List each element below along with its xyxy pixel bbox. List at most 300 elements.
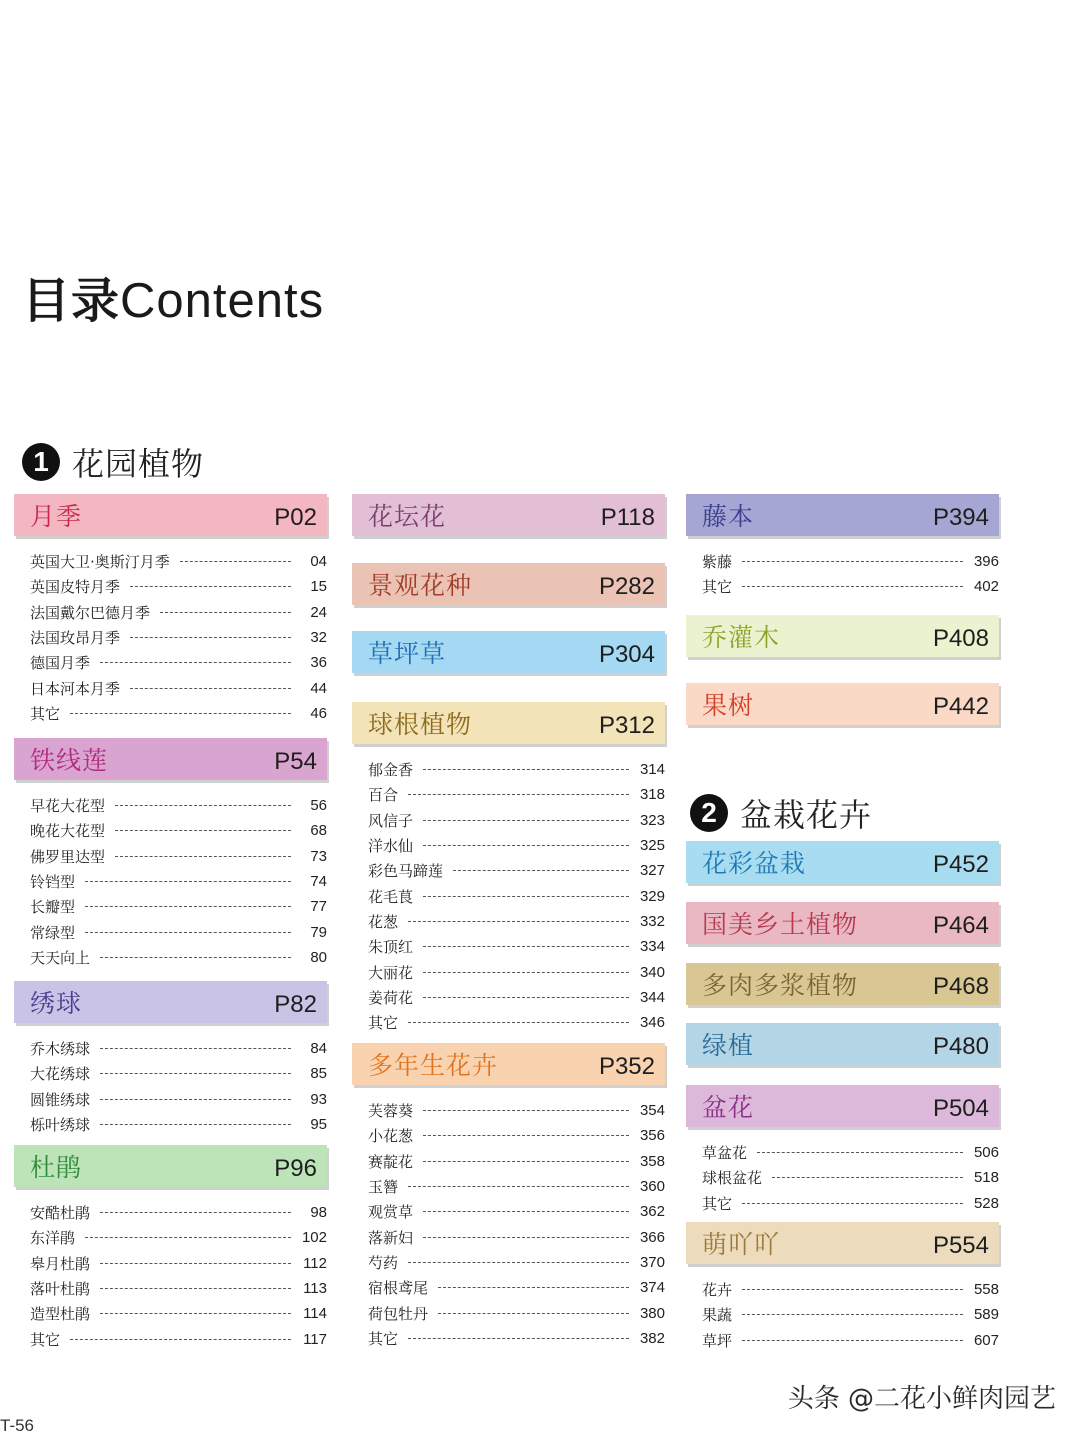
toc-entry[interactable]	[14, 1251, 327, 1276]
toc-entry-label: 佛罗里达型	[30, 847, 106, 866]
toc-entry-label: 彩色马蹄莲	[368, 862, 444, 881]
dotted-leader	[85, 932, 291, 933]
dotted-leader	[742, 1203, 963, 1204]
toc-category	[686, 963, 999, 1005]
dotted-leader	[423, 1110, 629, 1111]
toc-entry[interactable]	[14, 818, 327, 843]
toc-entry-label: 其它	[702, 578, 733, 597]
section-heading-garden-plants	[22, 439, 204, 485]
dotted-leader	[115, 805, 291, 806]
toc-entry-page: 15	[310, 578, 327, 596]
toc-entry-page: 518	[973, 1169, 999, 1187]
dotted-leader	[408, 1022, 629, 1023]
toc-entry-page: 68	[310, 822, 327, 840]
toc-item-list	[352, 757, 665, 1035]
toc-entry-label: 球根盆花	[702, 1169, 763, 1188]
category-page: P304	[598, 641, 655, 668]
toc-category	[686, 902, 999, 944]
dotted-leader	[423, 769, 629, 770]
category-page: P82	[274, 991, 317, 1018]
toc-entry-label: 芙蓉葵	[368, 1102, 414, 1121]
toc-entry[interactable]	[14, 793, 327, 818]
toc-entry[interactable]	[14, 844, 327, 869]
toc-entry[interactable]	[14, 1276, 327, 1301]
dotted-leader	[742, 586, 963, 587]
toc-entry-page: 356	[639, 1127, 665, 1145]
category-page: P468	[932, 973, 989, 1000]
toc-category	[352, 563, 665, 605]
toc-entry-label: 赛靛花	[368, 1152, 414, 1171]
dotted-leader	[423, 1161, 629, 1162]
category-page: P442	[932, 693, 989, 720]
toc-category	[352, 494, 665, 536]
category-name: 盆花	[702, 1093, 755, 1122]
category-band[interactable]	[352, 702, 665, 744]
category-name: 景观花种	[368, 571, 473, 600]
dotted-leader	[438, 1313, 629, 1314]
toc-entry-label: 英国大卫·奥斯汀月季	[30, 553, 170, 572]
toc-category	[352, 702, 665, 1035]
toc-entry[interactable]	[352, 1174, 665, 1199]
toc-category	[686, 841, 999, 883]
toc-entry-label: 其它	[30, 704, 61, 723]
toc-entry-page: 354	[639, 1102, 665, 1120]
toc-entry-label: 乔木绣球	[30, 1040, 91, 1059]
dotted-leader	[423, 845, 629, 846]
toc-category	[686, 615, 999, 657]
dotted-leader	[423, 820, 629, 821]
toc-entry-page: 74	[310, 873, 327, 891]
toc-entry-label: 宿根鸢尾	[368, 1279, 429, 1298]
toc-entry-label: 其它	[30, 1330, 61, 1349]
dotted-leader	[742, 1340, 963, 1341]
toc-entry[interactable]	[352, 1300, 665, 1325]
section-number-badge: 1	[22, 443, 60, 481]
toc-item-list	[14, 549, 327, 726]
toc-entry-label: 其它	[368, 1329, 399, 1348]
dotted-leader	[772, 1177, 963, 1178]
category-page: P408	[932, 625, 989, 652]
toc-entry-page: 589	[973, 1306, 999, 1324]
section-label: 花园植物	[72, 445, 205, 483]
category-page: P96	[274, 1155, 317, 1182]
dotted-leader	[757, 1152, 963, 1153]
dotted-leader	[742, 561, 963, 562]
toc-entry-label: 德国月季	[30, 654, 91, 673]
toc-entry[interactable]	[352, 934, 665, 959]
toc-entry[interactable]	[14, 574, 327, 599]
dotted-leader	[408, 794, 629, 795]
toc-entry-label: 安酷杜鹃	[30, 1204, 91, 1223]
dotted-leader	[742, 1289, 963, 1290]
category-band[interactable]	[352, 494, 665, 536]
category-name: 花彩盆栽	[702, 849, 807, 878]
toc-entry-label: 法国戴尔巴德月季	[30, 603, 151, 622]
toc-entry[interactable]	[352, 1123, 665, 1148]
toc-entry[interactable]	[14, 701, 327, 726]
toc-entry-label: 早花大花型	[30, 797, 106, 816]
toc-entry-page: 334	[639, 938, 665, 956]
toc-entry-page: 327	[639, 862, 665, 880]
toc-entry[interactable]	[14, 675, 327, 700]
toc-entry[interactable]	[352, 1010, 665, 1035]
toc-entry-label: 圆锥绣球	[30, 1090, 91, 1109]
toc-entry[interactable]	[14, 600, 327, 625]
dotted-leader	[100, 1048, 291, 1049]
dotted-leader	[130, 637, 291, 638]
toc-entry-label: 大丽花	[368, 963, 414, 982]
title-en: Contents	[120, 274, 325, 328]
toc-entry-label: 天天向上	[30, 948, 91, 967]
toc-item-list	[686, 1277, 999, 1353]
category-name: 草坪草	[368, 639, 447, 668]
toc-entry[interactable]	[14, 549, 327, 574]
toc-entry[interactable]	[14, 869, 327, 894]
dotted-leader	[408, 921, 629, 922]
toc-category	[686, 1023, 999, 1065]
toc-item-list	[352, 1098, 665, 1351]
category-name: 乔灌木	[702, 623, 781, 652]
toc-entry[interactable]	[686, 549, 999, 574]
toc-entry-label: 长瓣型	[30, 898, 76, 917]
toc-entry-page: 24	[310, 603, 327, 621]
toc-entry-label: 其它	[368, 1014, 399, 1033]
toc-entry-label: 铃铛型	[30, 873, 76, 892]
toc-entry-page: 323	[639, 811, 665, 829]
toc-entry-page: 318	[639, 786, 665, 804]
category-name: 多年生花卉	[368, 1051, 499, 1080]
category-band[interactable]	[352, 1043, 665, 1085]
dotted-leader	[130, 688, 291, 689]
toc-entry[interactable]	[686, 1328, 999, 1353]
watermark: 头条 @二花小鲜肉园艺	[787, 1384, 1056, 1414]
category-page: P464	[932, 912, 989, 939]
toc-entry[interactable]	[686, 574, 999, 599]
dotted-leader	[742, 1314, 963, 1315]
toc-entry[interactable]	[14, 919, 327, 944]
category-band[interactable]	[686, 494, 999, 536]
dotted-leader	[100, 1212, 291, 1213]
toc-entry-page: 374	[639, 1279, 665, 1297]
toc-entry[interactable]	[14, 1326, 327, 1351]
toc-entry-label: 日本河本月季	[30, 679, 121, 698]
category-name: 花坛花	[368, 502, 447, 531]
toc-entry-label: 草坪	[702, 1331, 733, 1350]
toc-entry-page: 314	[639, 761, 665, 779]
toc-entry-page: 117	[303, 1330, 327, 1348]
toc-entry[interactable]	[14, 945, 327, 970]
category-band[interactable]	[686, 841, 999, 883]
toc-item-list	[14, 1036, 327, 1137]
toc-entry-label: 英国皮特月季	[30, 578, 121, 597]
toc-entry[interactable]	[352, 808, 665, 833]
toc-entry-label: 花葱	[368, 912, 399, 931]
dotted-leader	[70, 713, 291, 714]
toc-category	[14, 981, 327, 1137]
toc-entry-page: 370	[639, 1253, 665, 1271]
toc-entry[interactable]	[352, 1224, 665, 1249]
toc-entry-page: 95	[310, 1116, 327, 1134]
toc-entry-label: 洋水仙	[368, 837, 414, 856]
toc-entry-label: 其它	[702, 1194, 733, 1213]
toc-entry-page: 558	[973, 1281, 999, 1299]
toc-entry-page: 506	[973, 1144, 999, 1162]
toc-entry[interactable]	[352, 959, 665, 984]
dotted-leader	[85, 906, 291, 907]
toc-category	[686, 1085, 999, 1216]
toc-entry[interactable]	[14, 894, 327, 919]
page-number-footer: T-56	[0, 1416, 35, 1435]
dotted-leader	[100, 1263, 291, 1264]
toc-entry-page: 79	[310, 923, 327, 941]
toc-entry[interactable]	[14, 1036, 327, 1061]
dotted-leader	[423, 1211, 629, 1212]
toc-entry-page: 396	[973, 553, 999, 571]
toc-entry[interactable]	[14, 625, 327, 650]
section-heading-potted-flowers	[690, 790, 872, 836]
toc-entry-page: 325	[639, 837, 665, 855]
category-band[interactable]	[14, 1145, 327, 1187]
category-page: P312	[598, 712, 655, 739]
category-name: 铁线莲	[30, 746, 109, 775]
section-label: 盆栽花卉	[740, 796, 873, 834]
toc-entry-label: 皋月杜鹃	[30, 1254, 91, 1273]
category-band[interactable]	[352, 563, 665, 605]
category-name: 绣球	[30, 989, 83, 1018]
section-number-badge: 2	[690, 794, 728, 832]
category-page: P452	[932, 851, 989, 878]
toc-entry-label: 观赏草	[368, 1203, 414, 1222]
dotted-leader	[453, 870, 629, 871]
toc-entry-page: 77	[310, 898, 327, 916]
category-page: P394	[932, 504, 989, 531]
dotted-leader	[100, 1073, 291, 1074]
toc-entry-label: 草盆花	[702, 1144, 748, 1163]
toc-entry[interactable]	[352, 782, 665, 807]
toc-entry[interactable]	[352, 833, 665, 858]
toc-entry-page: 46	[310, 704, 327, 722]
toc-entry-label: 果蔬	[702, 1306, 733, 1325]
toc-entry-page: 84	[310, 1040, 327, 1058]
dotted-leader	[423, 972, 629, 973]
toc-item-list	[14, 793, 327, 970]
toc-entry-page: 85	[310, 1065, 327, 1083]
toc-entry-label: 荷包牡丹	[368, 1304, 429, 1323]
category-band[interactable]	[686, 902, 999, 944]
category-name: 国美乡土植物	[702, 910, 859, 939]
category-page: P02	[274, 504, 317, 531]
category-band[interactable]	[686, 1023, 999, 1065]
dotted-leader	[160, 612, 291, 613]
toc-entry-label: 朱顶红	[368, 938, 414, 957]
title-cn: 目录	[22, 273, 121, 329]
category-page: P504	[932, 1095, 989, 1122]
toc-entry-page: 332	[639, 912, 665, 930]
toc-entry-page: 04	[310, 553, 327, 571]
toc-entry-page: 329	[639, 887, 665, 905]
toc-entry-label: 常绿型	[30, 923, 76, 942]
toc-entry-label: 风信子	[368, 811, 414, 830]
category-name: 藤本	[702, 502, 755, 531]
page-title	[22, 262, 324, 331]
toc-entry-label: 小花葱	[368, 1127, 414, 1146]
toc-entry[interactable]	[14, 1301, 327, 1326]
toc-entry[interactable]	[352, 757, 665, 782]
toc-entry-label: 花卉	[702, 1281, 733, 1300]
toc-entry-page: 366	[639, 1228, 665, 1246]
toc-entry-page: 112	[303, 1254, 327, 1272]
toc-entry-page: 362	[639, 1203, 665, 1221]
category-name: 球根植物	[368, 710, 473, 739]
category-name: 月季	[30, 502, 83, 531]
toc-entry[interactable]	[686, 1165, 999, 1190]
toc-entry[interactable]	[686, 1140, 999, 1165]
category-band[interactable]	[686, 1085, 999, 1127]
category-name: 果树	[702, 691, 755, 720]
dotted-leader	[115, 856, 291, 857]
toc-entry-page: 98	[310, 1204, 327, 1222]
toc-entry[interactable]	[352, 1149, 665, 1174]
toc-entry-page: 344	[639, 988, 665, 1006]
toc-entry[interactable]	[14, 1061, 327, 1086]
dotted-leader	[130, 586, 291, 587]
dotted-leader	[408, 1186, 629, 1187]
toc-entry-page: 607	[973, 1331, 999, 1349]
category-page: P554	[932, 1232, 989, 1259]
toc-category	[14, 1145, 327, 1352]
category-page: P118	[600, 504, 655, 531]
toc-entry[interactable]	[352, 909, 665, 934]
dotted-leader	[408, 1262, 629, 1263]
toc-entry-label: 东洋鹃	[30, 1229, 76, 1248]
category-band[interactable]	[686, 615, 999, 657]
toc-entry-page: 102	[301, 1229, 327, 1247]
toc-category	[686, 683, 999, 725]
category-page: P54	[274, 748, 317, 775]
toc-entry-page: 402	[973, 578, 999, 596]
toc-entry[interactable]	[14, 650, 327, 675]
category-band[interactable]	[14, 494, 327, 536]
toc-entry[interactable]	[352, 1098, 665, 1123]
category-page: P480	[932, 1033, 989, 1060]
toc-entry-label: 晚花大花型	[30, 822, 106, 841]
toc-entry-page: 56	[310, 797, 327, 815]
category-band[interactable]	[14, 981, 327, 1023]
dotted-leader	[180, 561, 291, 562]
toc-entry[interactable]	[14, 1087, 327, 1112]
toc-entry-label: 花毛茛	[368, 887, 414, 906]
toc-entry-label: 郁金香	[368, 761, 414, 780]
toc-entry[interactable]	[352, 1326, 665, 1351]
toc-entry-page: 358	[639, 1152, 665, 1170]
toc-entry[interactable]	[352, 858, 665, 883]
dotted-leader	[100, 1099, 291, 1100]
toc-entry[interactable]	[352, 883, 665, 908]
toc-category	[14, 738, 327, 970]
toc-entry[interactable]	[686, 1191, 999, 1216]
toc-entry[interactable]	[352, 1199, 665, 1224]
category-band[interactable]	[686, 683, 999, 725]
category-band[interactable]	[686, 1222, 999, 1264]
toc-entry-page: 93	[310, 1090, 327, 1108]
dotted-leader	[423, 997, 629, 998]
category-name: 多肉多浆植物	[702, 971, 859, 1000]
toc-category	[352, 1043, 665, 1351]
toc-entry-page: 44	[310, 679, 327, 697]
toc-entry-page: 32	[310, 629, 327, 647]
category-band[interactable]	[14, 738, 327, 780]
dotted-leader	[100, 1124, 291, 1125]
dotted-leader	[100, 662, 291, 663]
toc-category	[352, 631, 665, 673]
toc-entry-label: 玉簪	[368, 1178, 399, 1197]
dotted-leader	[115, 830, 291, 831]
dotted-leader	[70, 1339, 291, 1340]
toc-entry-page: 380	[639, 1304, 665, 1322]
dotted-leader	[85, 1237, 291, 1238]
category-band[interactable]	[352, 631, 665, 673]
toc-entry[interactable]	[14, 1112, 327, 1137]
dotted-leader	[100, 1288, 291, 1289]
toc-entry-label: 法国玫昂月季	[30, 629, 121, 648]
toc-entry-label: 落叶杜鹃	[30, 1280, 91, 1299]
toc-entry[interactable]	[352, 1250, 665, 1275]
toc-entry-label: 大花绣球	[30, 1065, 91, 1084]
toc-item-list	[14, 1200, 327, 1352]
toc-category	[686, 1222, 999, 1353]
toc-entry-label: 造型杜鹃	[30, 1305, 91, 1324]
toc-entry-label: 栎叶绣球	[30, 1116, 91, 1135]
toc-category	[686, 494, 999, 600]
dotted-leader	[408, 1338, 629, 1339]
toc-entry[interactable]	[352, 985, 665, 1010]
toc-entry-page: 73	[310, 847, 327, 865]
toc-entry-page: 114	[303, 1305, 327, 1323]
toc-entry[interactable]	[14, 1200, 327, 1225]
dotted-leader	[423, 896, 629, 897]
dotted-leader	[423, 1237, 629, 1238]
category-band[interactable]	[686, 963, 999, 1005]
toc-entry-label: 姜荷花	[368, 988, 414, 1007]
category-name: 绿植	[702, 1031, 755, 1060]
toc-entry-page: 80	[310, 948, 327, 966]
toc-item-list	[686, 549, 999, 600]
dotted-leader	[423, 946, 629, 947]
category-page: P352	[598, 1053, 655, 1080]
toc-entry-label: 紫藤	[702, 553, 733, 572]
toc-entry-page: 36	[310, 654, 327, 672]
toc-entry[interactable]	[14, 1225, 327, 1250]
toc-entry-label: 落新妇	[368, 1228, 414, 1247]
toc-entry-label: 芍药	[368, 1253, 399, 1272]
category-page: P282	[598, 573, 655, 600]
toc-entry-page: 528	[973, 1194, 999, 1212]
toc-entry-page: 113	[303, 1280, 327, 1298]
toc-entry[interactable]	[686, 1277, 999, 1302]
toc-entry-page: 340	[639, 963, 665, 981]
toc-entry[interactable]	[352, 1275, 665, 1300]
dotted-leader	[100, 957, 291, 958]
toc-entry-page: 382	[639, 1329, 665, 1347]
category-name: 萌吖吖	[702, 1230, 781, 1259]
toc-entry[interactable]	[686, 1302, 999, 1327]
dotted-leader	[423, 1135, 629, 1136]
toc-entry-label: 百合	[368, 786, 399, 805]
toc-category	[14, 494, 327, 726]
toc-entry-page: 346	[639, 1014, 665, 1032]
dotted-leader	[100, 1313, 291, 1314]
dotted-leader	[85, 881, 291, 882]
